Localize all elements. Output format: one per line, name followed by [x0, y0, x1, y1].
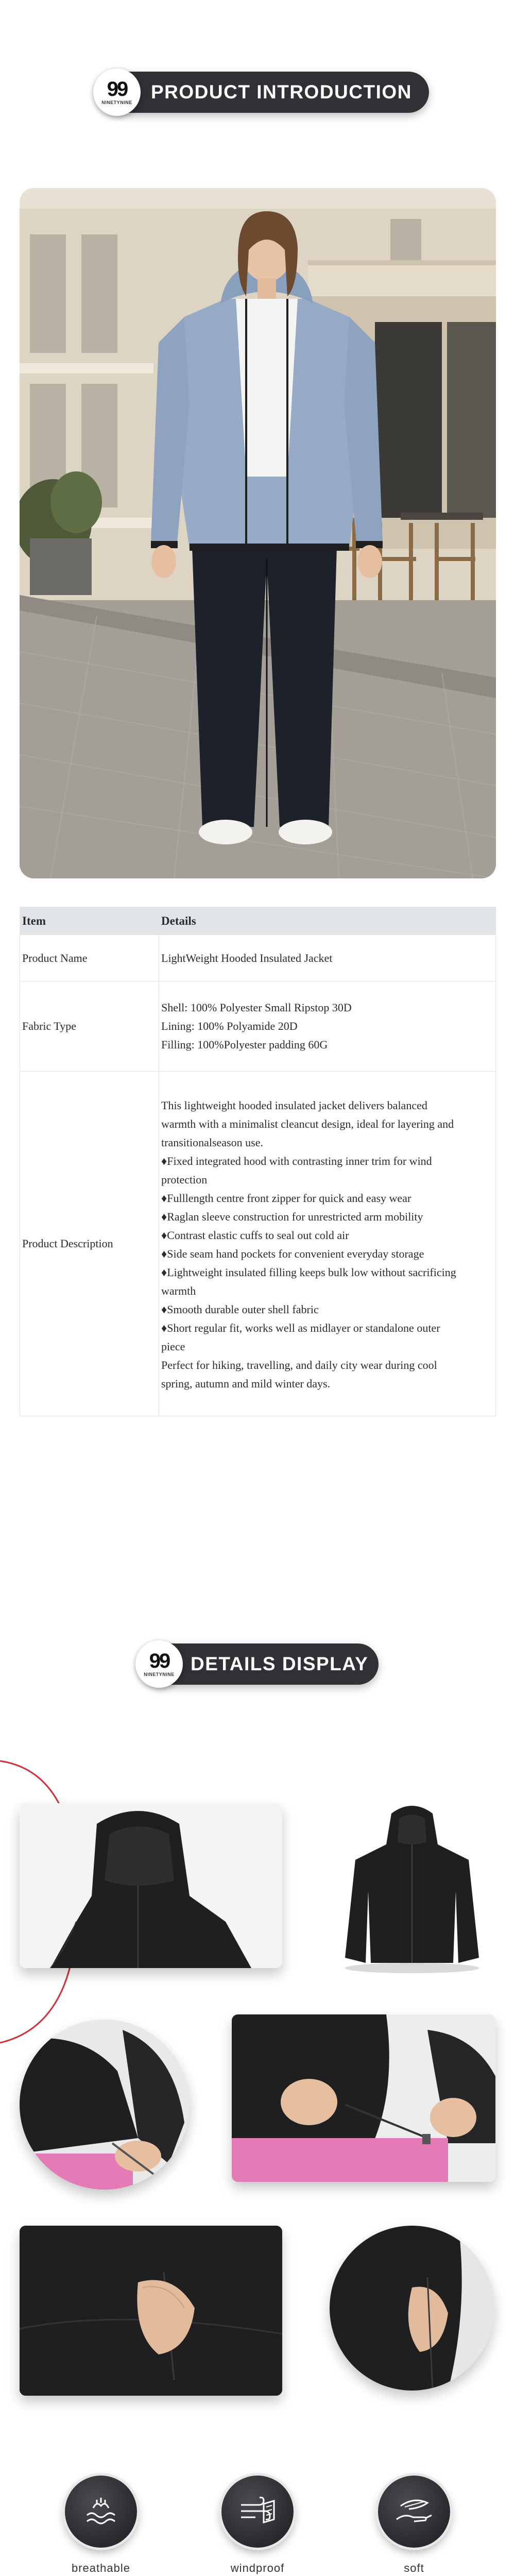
detail-side-pocket-photo — [330, 2226, 494, 2391]
product-name-label: Product Name — [20, 935, 159, 981]
description-line: Perfect for hiking, travelling, and daily city wear during cool — [161, 1359, 437, 1371]
description-line: ♦Raglan sleeve construction for unrestricted arm mobility — [161, 1210, 423, 1223]
description-line: ♦Short regular fit, works well as midlayer or standalone outer — [161, 1321, 440, 1334]
description-line: ♦Fulllength centre front zipper for quick and easy wear — [161, 1192, 411, 1205]
table-row — [20, 935, 496, 981]
description-line: ♦Fixed integrated hood with contrasting inner trim for wind — [161, 1155, 432, 1167]
feature-windproof — [201, 2476, 314, 2575]
waves-icon — [65, 2476, 137, 2548]
detail-cuff-photo — [20, 2020, 190, 2190]
table-row — [20, 981, 496, 1072]
header-item: Item — [20, 907, 159, 935]
logo-word: NINETYNINE — [101, 100, 132, 105]
description-line: piece — [161, 1340, 185, 1353]
detail-jacket-photo — [330, 1798, 494, 1973]
details-title-pill — [142, 1643, 379, 1685]
side-pocket-illustration — [330, 2226, 494, 2391]
feather-hand-icon — [378, 2476, 450, 2548]
intro-title-pill — [99, 72, 429, 113]
description-line: ♦Side seam hand pockets for convenient everyday storage — [161, 1247, 424, 1260]
table-header-row — [20, 907, 496, 935]
model-photo — [20, 188, 496, 878]
feature-breathable — [44, 2476, 158, 2575]
wind-shield-icon — [221, 2476, 294, 2548]
fabric-label: Fabric Type — [20, 981, 159, 1072]
description-line: This lightweight hooded insulated jacket delivers balanced — [161, 1099, 427, 1112]
drawcord-illustration — [232, 2014, 495, 2182]
description-line: ♦Lightweight insulated filling keeps bulk low without sacrificing — [161, 1266, 456, 1279]
detail-drawcord-photo — [232, 2014, 495, 2182]
brand-logo — [135, 1640, 183, 1688]
description-line: warmth — [161, 1284, 196, 1297]
jacket-illustration — [330, 1798, 494, 1973]
street-scene-illustration — [20, 188, 496, 878]
product-name-value: LightWeight Hooded Insulated Jacket — [159, 935, 496, 981]
cuff-illustration — [20, 2020, 190, 2190]
fabric-value — [159, 981, 496, 1072]
logo-word: NINETYNINE — [144, 1672, 175, 1677]
table-row — [20, 1072, 496, 1416]
description-line: ♦Contrast elastic cuffs to seal out cold air — [161, 1229, 349, 1242]
description-line: protection — [161, 1173, 208, 1186]
feature-label: breathable — [72, 2562, 130, 2574]
intro-title: PRODUCT INTRODUCTION — [151, 81, 412, 103]
description-label: Product Description — [20, 1072, 159, 1416]
feature-label: soft — [404, 2562, 424, 2574]
hood-illustration — [20, 1803, 282, 1968]
detail-hood-photo — [20, 1803, 282, 1968]
header-details: Details — [159, 907, 496, 935]
spec-table — [20, 907, 496, 1416]
fabric-line: Lining: 100% Polyamide 20D — [161, 1020, 298, 1032]
logo-number: 99 — [107, 78, 127, 100]
description-line: spring, autumn and mild winter days. — [161, 1377, 331, 1390]
fabric-line: Shell: 100% Polyester Small Ripstop 30D — [161, 1001, 352, 1014]
description-line: transitionalseason use. — [161, 1136, 263, 1149]
fabric-line: Filling: 100%Polyester padding 60G — [161, 1038, 328, 1051]
detail-pocket-photo — [20, 2226, 282, 2396]
brand-logo — [93, 69, 141, 116]
description-line: warmth with a minimalist cleancut design, ideal for layering and — [161, 1117, 454, 1130]
description-line: ♦Smooth durable outer shell fabric — [161, 1303, 319, 1316]
pocket-illustration — [20, 2226, 282, 2396]
feature-soft — [357, 2476, 471, 2575]
feature-label: windproof — [230, 2562, 285, 2574]
details-title: DETAILS DISPLAY — [191, 1653, 369, 1674]
logo-number: 99 — [149, 1650, 169, 1672]
description-value — [159, 1072, 496, 1416]
